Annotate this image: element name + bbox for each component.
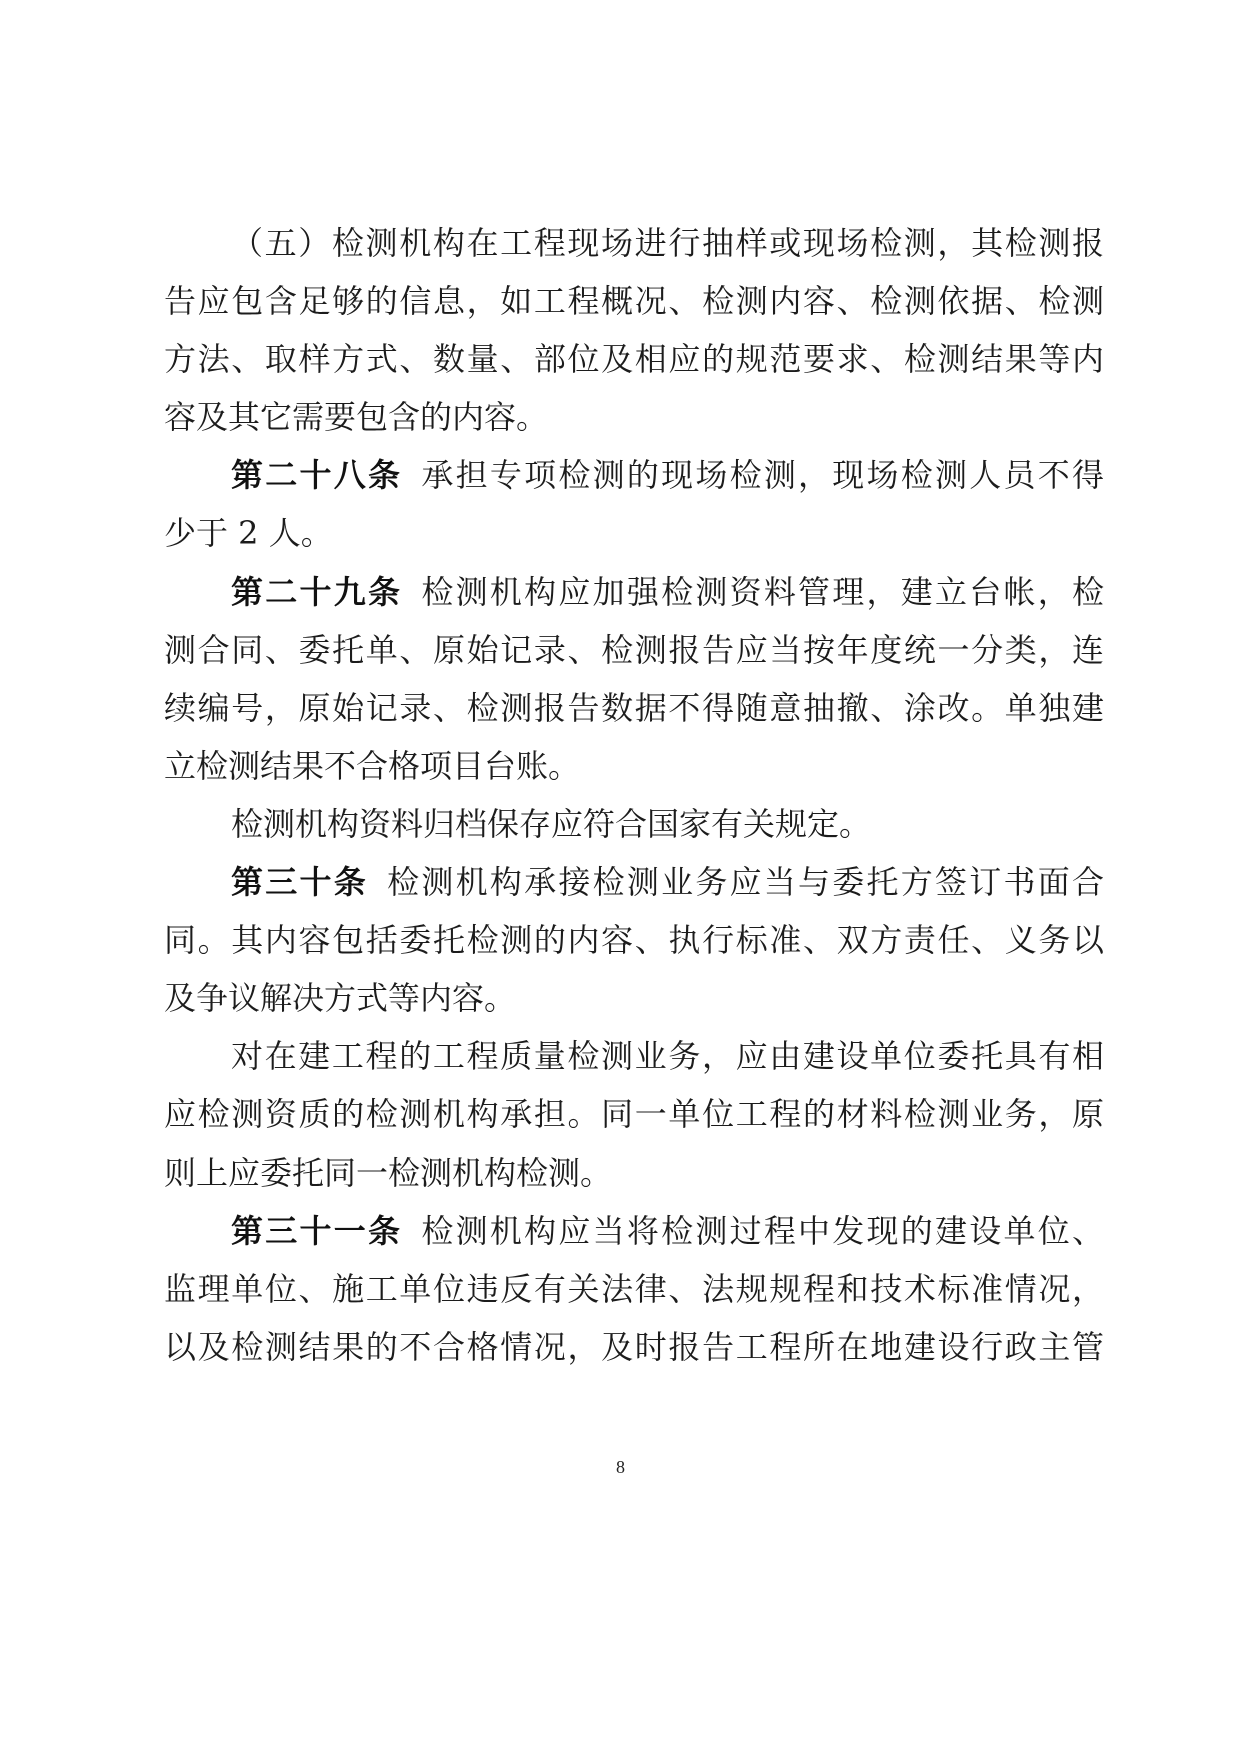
page-number: 8 (616, 1457, 625, 1477)
line-text: 承担专项检测的现场检测，现场检测人员不得 (421, 456, 1104, 495)
article-label: 第三十条 (231, 863, 368, 902)
paragraph-line: 续编号，原始记录、检测报告数据不得随意抽撤、涂改。单独建 (164, 688, 1104, 727)
paragraph (164, 214, 1104, 446)
article-label: 第三十一条 (231, 1211, 403, 1250)
article-paragraph (164, 446, 1104, 562)
paragraph-line: 应检测资质的检测机构承担。同一单位工程的材料检测业务，原 (164, 1095, 1104, 1134)
line-text: 检测机构承接检测业务应当与委托方签订书面合 (387, 863, 1104, 902)
article-first-line (164, 1202, 1104, 1260)
paragraph-line: 立检测结果不合格项目台账。 (164, 746, 581, 785)
paragraph-line: 告应包含足够的信息，如工程概况、检测内容、检测依据、检测 (164, 282, 1104, 321)
paragraph-line: 同。其内容包括委托检测的内容、执行标准、双方责任、义务以 (164, 921, 1104, 960)
paragraph-line: （五）检测机构在工程现场进行抽样或现场检测，其检测报 (231, 224, 1104, 262)
paragraph-line: 少于 2 人。 (164, 514, 333, 553)
paragraph (164, 795, 1104, 853)
article-first-line (164, 563, 1104, 621)
paragraph-line: 及争议解决方式等内容。 (164, 979, 517, 1018)
article-paragraph (164, 563, 1104, 795)
paragraph (164, 1027, 1104, 1201)
article-label: 第二十八条 (231, 456, 403, 495)
document-body (164, 214, 1104, 1376)
paragraph-line: 检测机构资料归档保存应符合国家有关规定。 (231, 804, 872, 843)
article-paragraph (164, 853, 1104, 1027)
paragraph-line: 方法、取样方式、数量、部位及相应的规范要求、检测结果等内 (164, 340, 1104, 379)
line-text: 检测机构应当将检测过程中发现的建设单位、 (421, 1211, 1104, 1250)
paragraph-line: 测合同、委托单、原始记录、检测报告应当按年度统一分类，连 (164, 630, 1104, 669)
article-label: 第二十九条 (231, 572, 403, 611)
line-text: 检测机构应加强检测资料管理，建立台帐，检 (421, 572, 1104, 611)
paragraph-line: 对在建工程的工程质量检测业务，应由建设单位委托具有相 (231, 1037, 1104, 1076)
article-first-line (164, 446, 1104, 504)
paragraph-line: 容及其它需要包含的内容。 (164, 398, 549, 437)
paragraph-line: 以及检测结果的不合格情况，及时报告工程所在地建设行政主管 (164, 1327, 1104, 1366)
paragraph-line: 则上应委托同一检测机构检测。 (164, 1153, 613, 1192)
article-first-line (164, 853, 1104, 911)
article-paragraph (164, 1202, 1104, 1376)
paragraph-line: 监理单位、施工单位违反有关法律、法规规程和技术标准情况， (164, 1269, 1104, 1308)
